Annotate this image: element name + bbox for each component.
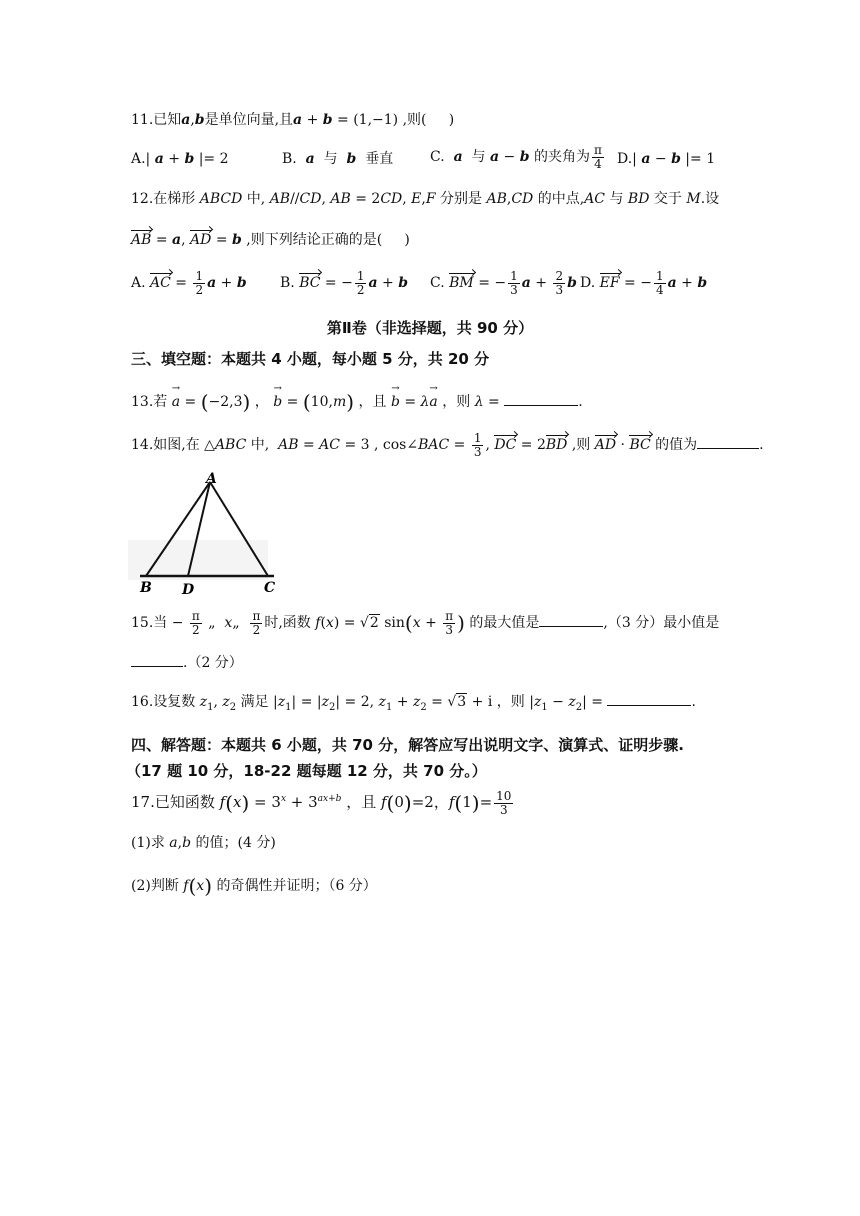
q12-option-c: C. BM = − $\frac{1}{3}$ a + $\frac{2}{3}$ b [430,269,577,297]
q11-option-c: C. a 与 a − b 的夹角为 $\frac{\pi}{4}$ [430,143,602,171]
vertex-label-a: A [206,471,217,487]
q12-option-a: A. AC = $\frac{1}{2}$ a + b [131,269,247,297]
q17-part2: (2)判断 f(x) 的奇偶性并证明；（6 分） [131,874,377,898]
q17-stem: 17.已知函数 $f(x) = 3^x + 3^{ax+b}$ ，且 f(0)=2，f(1)= $\frac{10}{3}$ [131,789,512,817]
q12-stem-2: AB = a, AD = b ,则下列结论正确的是( ) [131,232,410,248]
q11-option-d: D.| a − b |= 1 [617,151,716,167]
section2-title: 第Ⅱ卷（非选择题，共 90 分） [326,319,534,337]
q14: 14.如图,在 △ABC 中, AB = AC = 3 , cos∠BAC = $\frac{1}{3}$ , DC = 2BD ,则 AD · BC 的值为 . [131,431,764,459]
vertex-label-c: C [264,580,276,596]
q11-option-a: A.| a + b |= 2 [131,151,229,167]
triangle-figure [128,470,288,598]
q15-line1: 15.当 − $\frac{\pi}{2}$ „ x„ $\frac{\pi}{2}$ 时,函数 f(x) = √2 sin(x + $\frac{\pi}{3}$ ) 的最大值是 ,（3 分）最小值是 [131,609,720,637]
point-label-d: D [182,582,195,598]
section3-title: 三、填空题：本题共 4 小题，每小题 5 分，共 20 分 [131,350,490,368]
figure-background [128,540,268,580]
q15-line2: .（2 分） [131,654,243,672]
q12-option-b: B. BC = − $\frac{1}{2}$ a + b [280,269,408,297]
q17-part1: (1)求 a,b 的值；(4 分) [131,835,276,851]
section4-title: 四、解答题：本题共 6 小题，共 70 分，解答应写出说明文字、演算式、证明步骤. [131,736,684,754]
section4-note: （17 题 10 分，18-22 题每题 12 分，共 70 分。） [126,762,487,780]
q16: 16.设复数 $z_1$, $z_2$ 满足 $|z_1| = |z_2| = 2$, $z_1 + z_2 = √3 + i$ ，则 $|z_1 - z_2|$ = . [131,694,696,713]
vertex-label-b: B [140,580,152,596]
q12-stem: 12.在梯形 ABCD 中, AB//CD, AB = 2CD, E,F 分别是 AB,CD 的中点,AC 与 BD 交于 M.设 [131,191,720,207]
q11-stem: 11.已知a,b是单位向量,且a + b = (1,−1) ,则( ) [131,112,455,128]
q11-option-b: B. a 与 b 垂直 [282,151,394,167]
q13: 13.若 a → = (−2,3) ， b → = (10,m) ，且 b → = λa → ，则 λ = . [131,390,583,414]
q12-option-d: D. EF = − $\frac{1}{4}$ a + b [580,269,708,297]
